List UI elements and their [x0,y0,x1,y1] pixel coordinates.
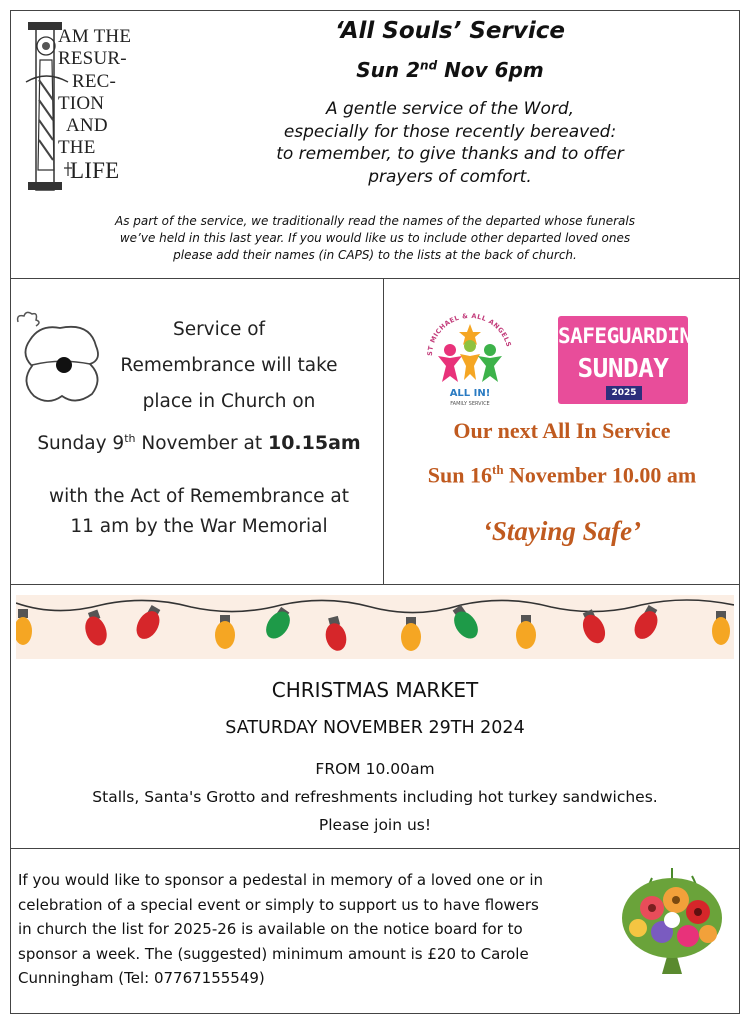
logo-line: THE [58,137,96,159]
divider-2 [10,584,740,585]
christmas-market-date: SATURDAY NOVEMBER 29TH 2024 [225,718,525,738]
christmas-market-details: Stalls, Santa's Grotto and refreshments including hot turkey sandwiches. [92,788,658,806]
safeguarding-sunday-logo: SAFEGUARDING SUNDAY 2025 [558,316,688,404]
logo-line: TION [58,92,105,114]
svg-text:FAMILY SERVICE: FAMILY SERVICE [450,401,490,407]
logo-line: LIFE [70,157,120,183]
remembrance-date: Sunday 9th November at 10.15am [37,432,361,455]
logo-line: AM THE [58,26,132,47]
all-in-logo [420,310,520,410]
flower-bouquet-icon [612,858,730,978]
all-souls-title: ‘All Souls’ Service [335,18,565,44]
christmas-market-time: FROM 10.00am [315,760,435,778]
divider-3 [10,848,740,849]
all-souls-date: Sun 2nd Nov 6pm [356,58,544,82]
christmas-market-title: CHRISTMAS MARKET [271,678,479,702]
logo-text [58,26,131,182]
svg-text:ST MICHAEL & ALL ANGELS: ST MICHAEL & ALL ANGELS [425,311,513,357]
logo-line: RESUR- [58,48,127,70]
logo-line: REC- [72,70,117,92]
christmas-lights-icon [16,595,734,659]
remembrance-end-text: with the Act of Remembrance at 11 am by the War Memorial [49,486,349,537]
logo-line: AND [66,115,108,137]
divider-1 [10,278,740,279]
all-souls-note: As part of the service, we traditionally read the names of the departed whose funerals we’ve held in this last year. If you would like us to include other departed loved ones please add their names (in CAPS) to the lists at the back of church. [114,214,635,262]
all-in-tagline: ‘Staying Safe’ [482,516,642,546]
all-in-date: Sun 16th November 10.00 am [427,462,697,488]
all-souls-description: A gentle service of the Word, especially for those recently bereaved: to remember, to give thanks and to offer prayers of comfort. [276,99,624,187]
christmas-market-invite: Please join us! [318,816,432,834]
svg-text:ALL IN!: ALL IN! [449,388,491,399]
all-in-heading: Our next All In Service [453,418,671,443]
remembrance-text: Service of Remembrance will take place in Church on [120,319,338,412]
flower-sponsorship-text: If you would like to sponsor a pedestal in memory of a loved one or in celebration of a special event or simply to support us to have flowers in church the list for 2025-26 is available on the notice board for to sponsor a week. The (suggested) minimum amount is £20 to Carole Cunningham (Tel: 07767155549) [18,871,544,987]
